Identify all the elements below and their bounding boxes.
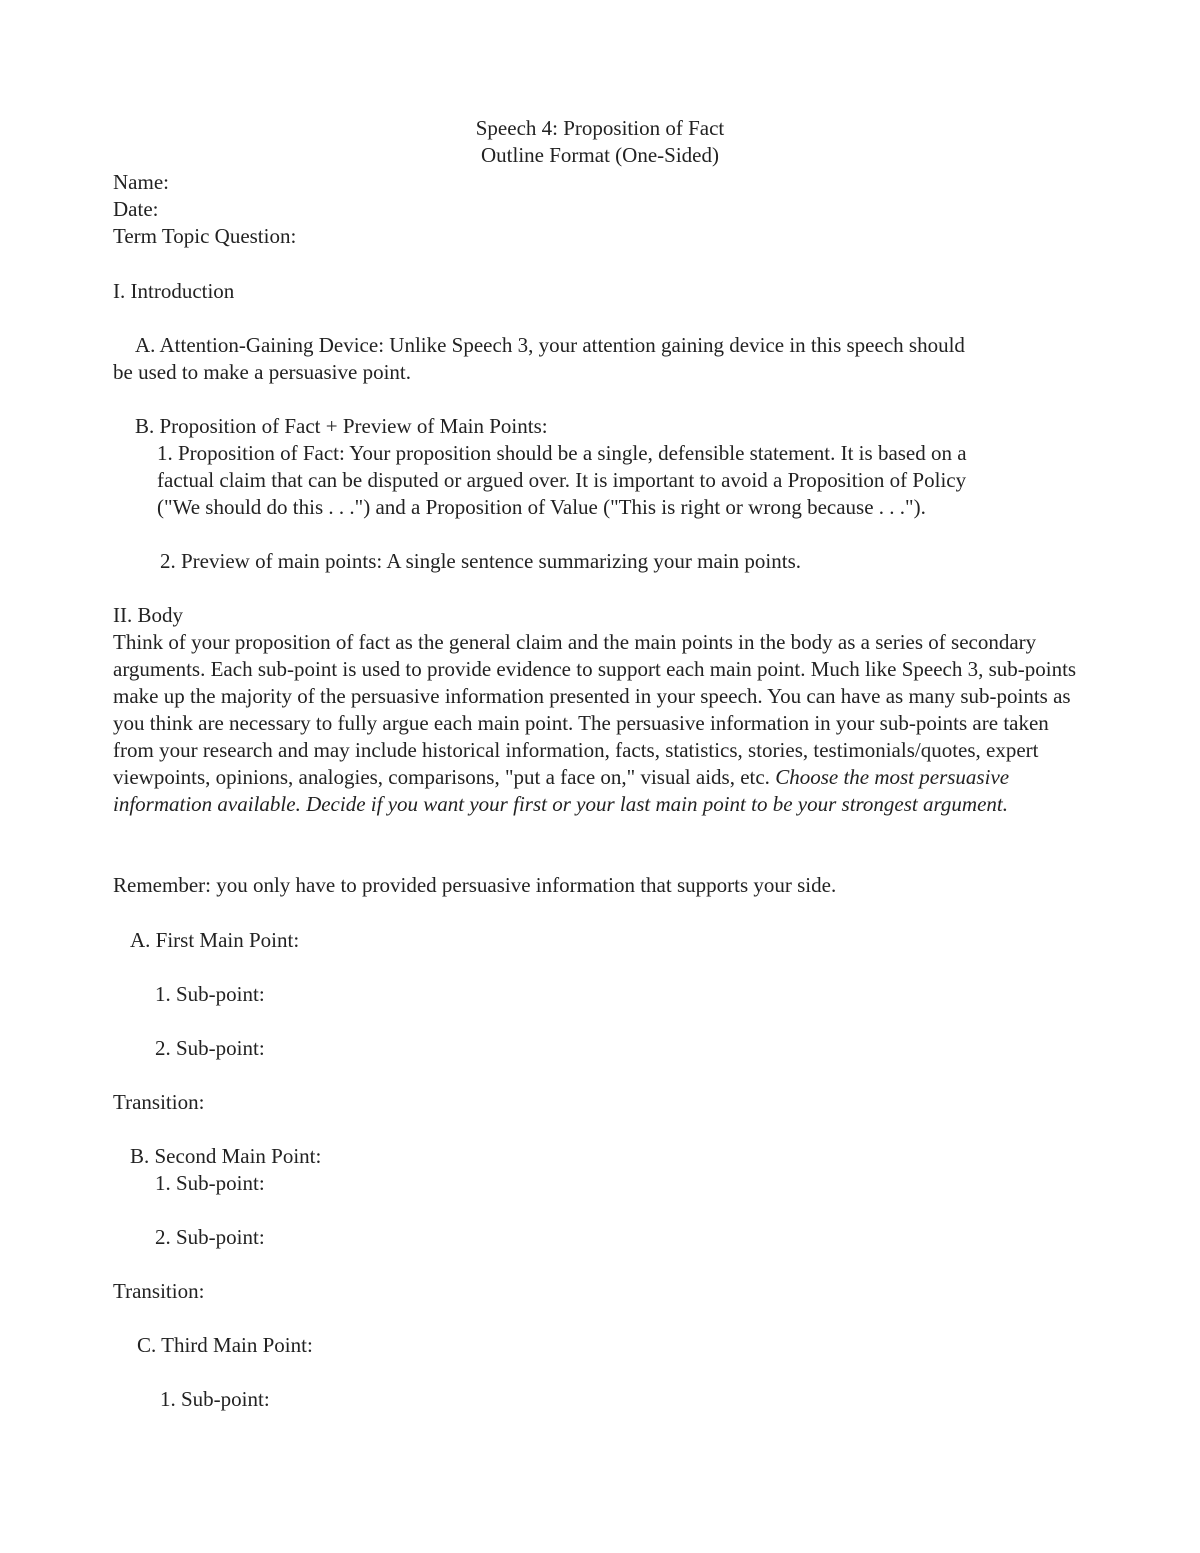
- proposition-line-2: factual claim that can be disputed or argued over. It is important to avoid a Proposition of Policy: [157, 468, 967, 492]
- transition-1: Transition:: [113, 1090, 205, 1114]
- attention-device-line-2: be used to make a persuasive point.: [113, 360, 411, 384]
- second-sub-point-2: 2. Sub-point:: [155, 1225, 265, 1249]
- third-main-point: C. Third Main Point:: [137, 1333, 313, 1357]
- first-sub-point-2: 2. Sub-point:: [155, 1036, 265, 1060]
- body-paragraph: [113, 629, 1088, 818]
- first-main-point: A. First Main Point:: [130, 928, 300, 952]
- introduction-heading: I. Introduction: [113, 279, 235, 303]
- proposition-line-1: 1. Proposition of Fact: Your proposition should be a single, defensible statement. It is based on a: [157, 441, 967, 465]
- term-topic-field-label: Term Topic Question:: [113, 224, 297, 248]
- date-field-label: Date:: [113, 197, 159, 221]
- proposition-heading: B. Proposition of Fact + Preview of Main Points:: [135, 414, 548, 438]
- name-field-label: Name:: [113, 170, 169, 194]
- first-sub-point-1: 1. Sub-point:: [155, 982, 265, 1006]
- second-sub-point-1: 1. Sub-point:: [155, 1171, 265, 1195]
- attention-device-line-1: A. Attention-Gaining Device: Unlike Speech 3, your attention gaining device in this speech should: [135, 333, 965, 357]
- third-sub-point-1: 1. Sub-point:: [160, 1387, 270, 1411]
- body-heading: II. Body: [113, 603, 183, 627]
- body-paragraph-italic: Choose the most persuasive information available. Decide if you want your first or your last main point to be your strongest argument.: [113, 765, 1010, 816]
- second-main-point: B. Second Main Point:: [130, 1144, 322, 1168]
- document-subtitle: Outline Format (One-Sided): [481, 143, 719, 167]
- proposition-line-3: ("We should do this . . .") and a Proposition of Value ("This is right or wrong because . . .").: [157, 495, 926, 519]
- preview-main-points: 2. Preview of main points: A single sentence summarizing your main points.: [160, 549, 801, 573]
- transition-2: Transition:: [113, 1279, 205, 1303]
- body-paragraph-text: Think of your proposition of fact as the general claim and the main points in the body as a series of secondary arguments. Each sub-point is used to provide evidence to support each main point. Much like Speech 3, sub-points make up the majority of the persuasive information presented in your speech. You can have as many sub-points as you think are necessary to fully argue each main point. The persuasive information in your sub-points are taken from your research and may include historical information, facts, statistics, stories, testimonials/quotes, expert viewpoints, opinions, analogies, comparisons, "put a face on," visual aids, etc.: [113, 630, 1077, 789]
- document-title: Speech 4: Proposition of Fact: [475, 116, 725, 140]
- remember-note: Remember: you only have to provided persuasive information that supports your side.: [113, 873, 837, 897]
